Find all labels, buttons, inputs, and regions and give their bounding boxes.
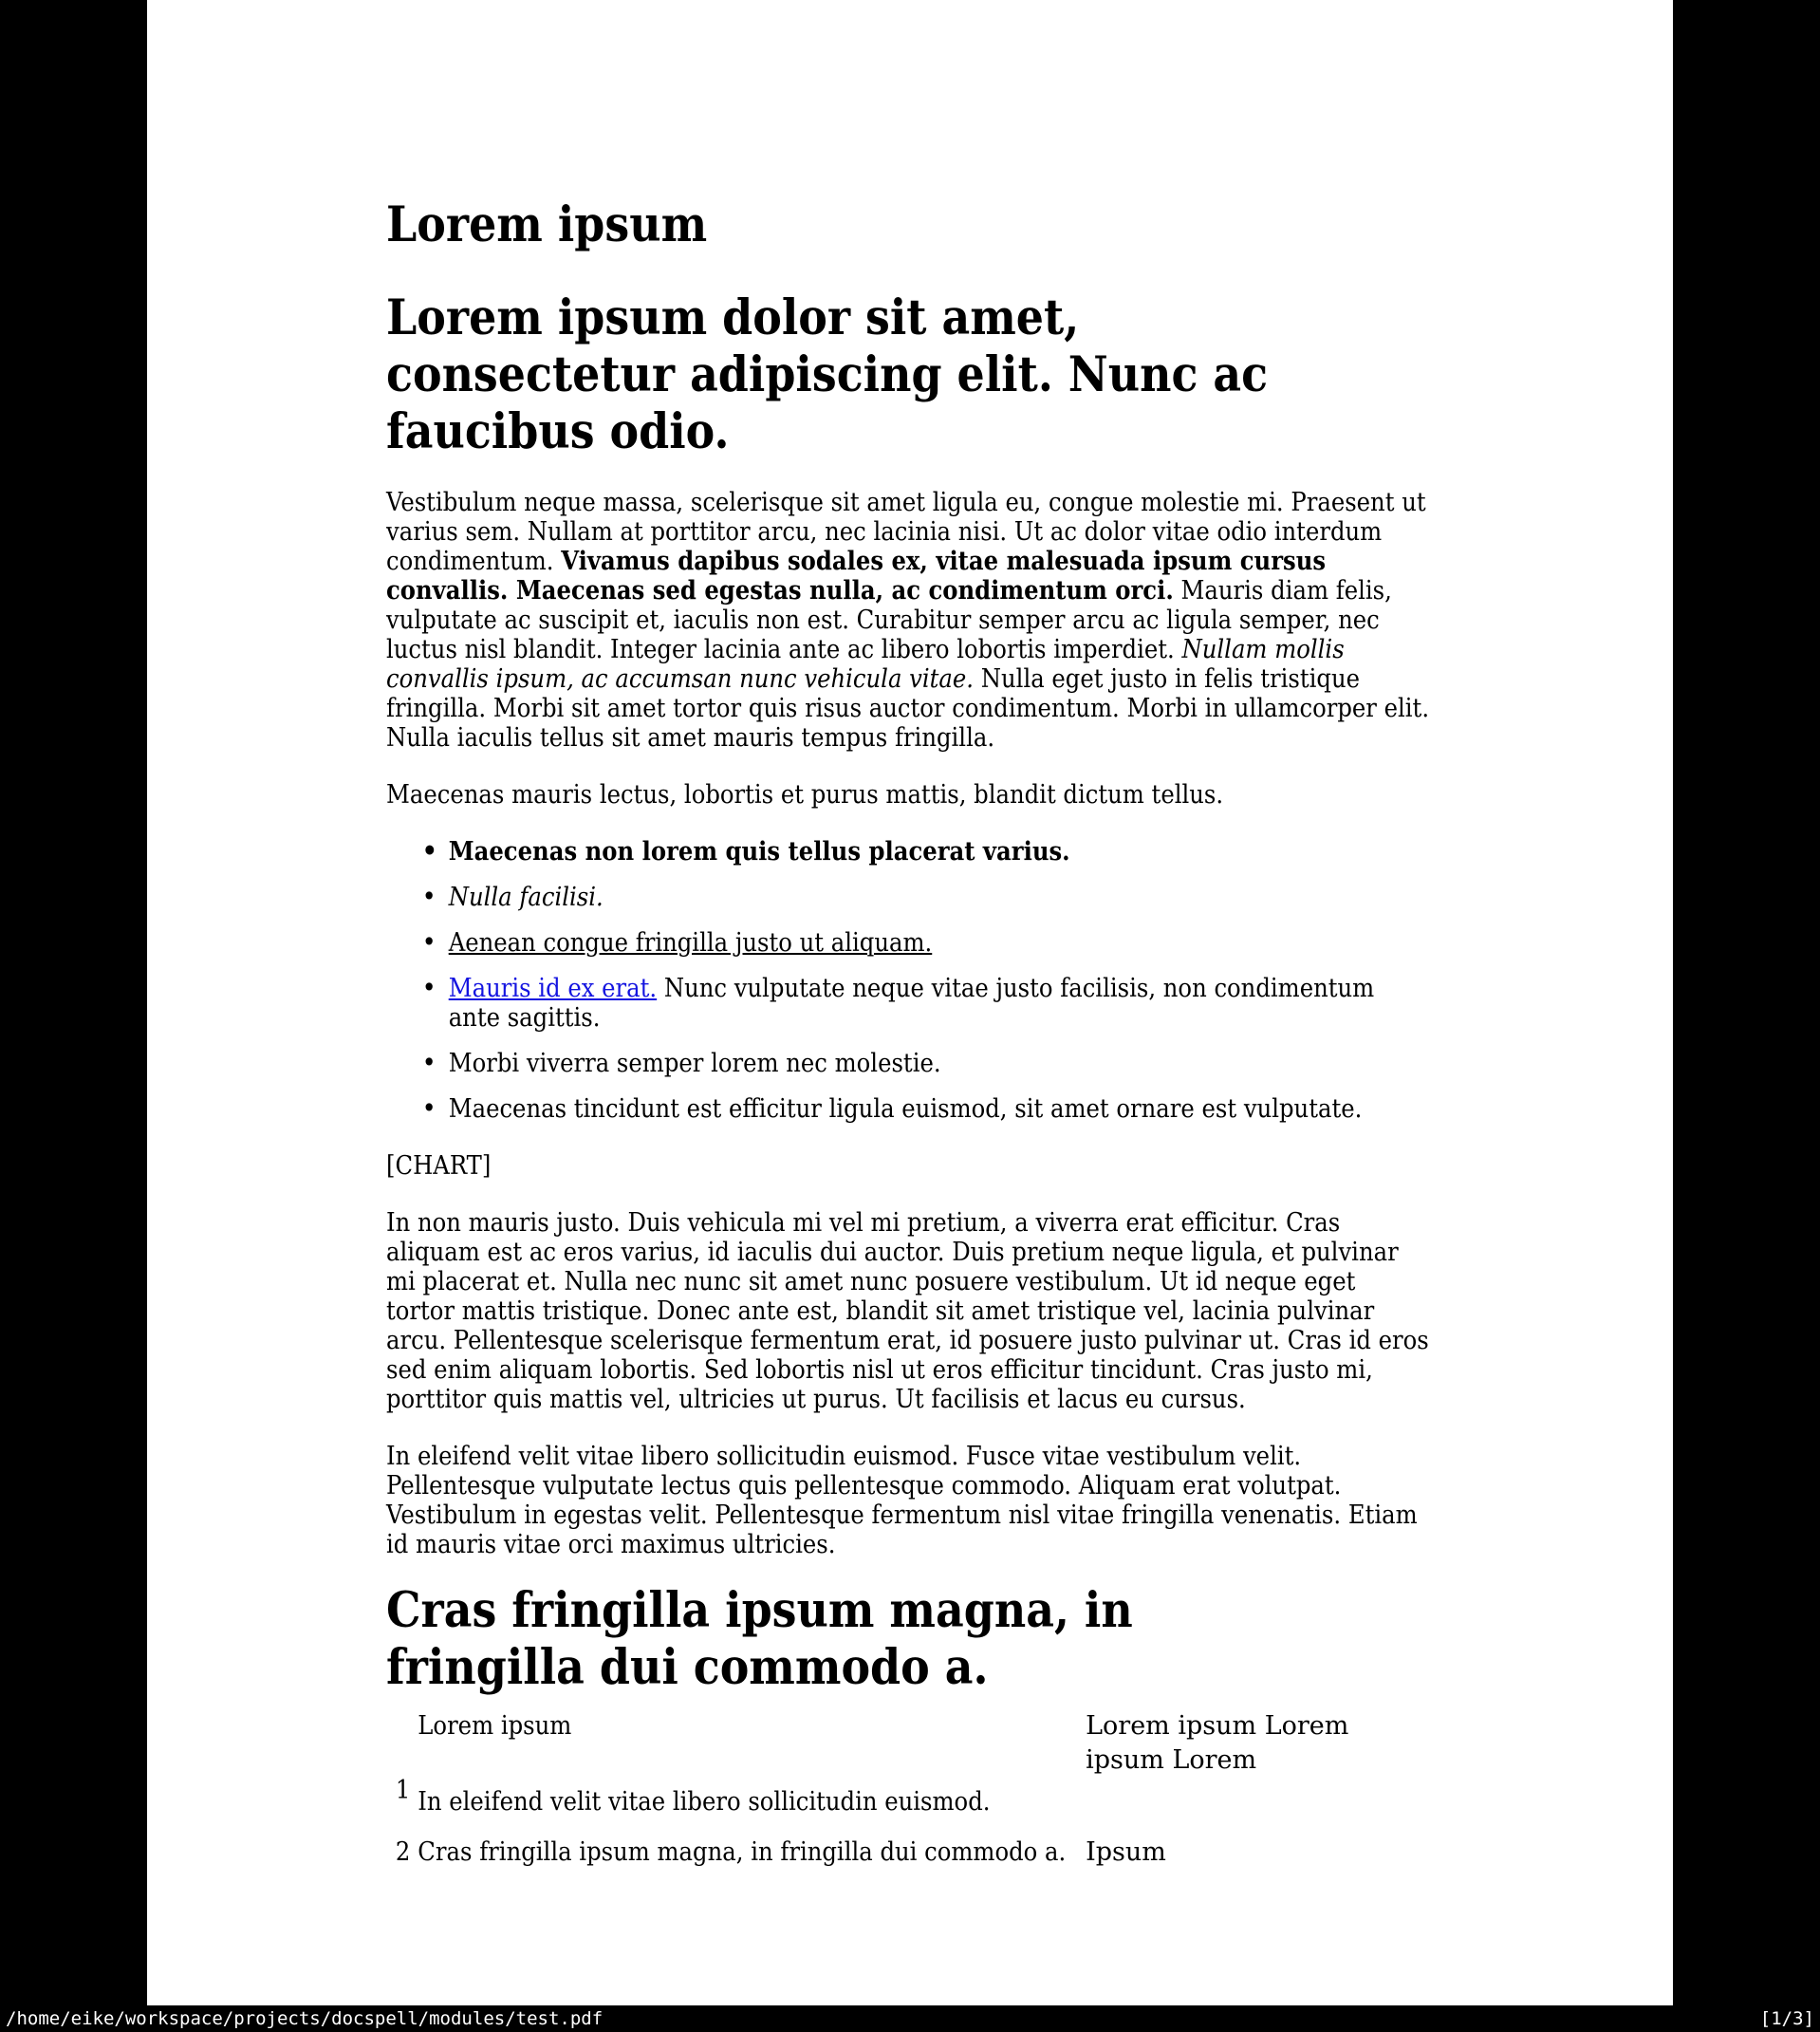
bullet-list (386, 837, 1431, 1124)
table-header-right-text: Lorem ipsum Lorem ipsum Lorem (1086, 1711, 1349, 1775)
list-item (449, 974, 1431, 1033)
paragraph-2: Maecenas mauris lectus, lobortis et purus mattis, blandit dictum tellus. (386, 780, 1224, 810)
list-item: • Morbi viverra semper lorem nec molestie. (449, 1049, 1431, 1078)
paragraph-1-text-c: Nulla eget justo in felis tristique fringilla. Morbi sit amet tortor quis risus auctor condimentum. Morbi in ullamcorper elit. Nulla iaculis tellus sit amet mauris tempus fringilla. (386, 664, 1430, 753)
table-cell-text: Cras fringilla ipsum magna, in fringilla dui commodo a. (418, 1837, 1067, 1867)
statusbar-page-indicator: [1/3] (1759, 2008, 1814, 2029)
list-item: • Aenean congue fringilla justo ut aliquam. (449, 928, 1431, 958)
list-item-text: Nunc vulputate neque vitae justo facilisis, non condimentum ante sagittis. (448, 974, 1375, 1033)
paragraph-3: In non mauris justo. Duis vehicula mi vel mi pretium, a viverra erat efficitur. Cras aliquam est ac eros varius, id iaculis dui auctor. Duis pretium neque ligula, et pulvinar mi placerat et. Nulla nec nunc sit amet nunc posuere vestibulum. Ut id neque eget tortor mattis tristique. Donec ante est, blandit sit amet tristique vel, lacinia pulvinar arcu. Pellentesque scelerisque fermentum erat, id posuere justo pulvinar ut. Cras id eros sed enim aliquam lobortis. Sed lobortis nisl ut eros efficitur tincidunt. Cras justo mi, porttitor quis mattis vel, ultricies ut purus. Ut facilisis et lacus eu cursus. (386, 1208, 1429, 1414)
table-header-right (1086, 1709, 1431, 1778)
document-title: Lorem ipsum (386, 196, 708, 253)
table-cell-right (1086, 1778, 1431, 1817)
section-heading-line-1: Cras fringilla ipsum magna, in (386, 1582, 1133, 1639)
document-table (386, 1709, 1431, 1867)
subtitle-line-2: consectetur adipiscing elit. Nunc ac (386, 346, 1269, 403)
paragraph-1-bold-run: Vivamus dapibus sodales ex, vitae malesuada ipsum cursus convallis. Maecenas sed egestas nulla, ac condimentum orci. (386, 547, 1327, 606)
paragraph-1 (386, 488, 1431, 753)
subtitle-line-3: faucibus odio. (386, 403, 730, 460)
table-cell-right-text: Ipsum (1086, 1837, 1166, 1867)
list-item: • Nulla facilisi. (449, 883, 1431, 912)
pdf-page[interactable] (147, 0, 1673, 2005)
list-item: • Maecenas non lorem quis tellus placerat varius. (449, 837, 1431, 867)
table-header-left: Lorem ipsum (418, 1711, 572, 1741)
table-cell-right (1086, 1817, 1431, 1867)
document-subtitle-heading (386, 289, 1431, 460)
section-heading-line-2: fringilla dui commodo a. (386, 1639, 989, 1696)
paragraph-1-italic-run: Nullam mollis convallis ipsum, ac accumsan nunc vehicula vitae. (386, 635, 1345, 694)
subtitle-line-1: Lorem ipsum dolor sit amet, (386, 289, 1080, 346)
chart-placeholder: [CHART] (386, 1151, 492, 1181)
statusbar-filepath: /home/eike/workspace/projects/docspell/modules/test.pdf (6, 2008, 604, 2029)
table-row-number: 2 (395, 1837, 411, 1867)
paragraph-1-text-a: Vestibulum neque massa, scelerisque sit amet ligula eu, congue molestie mi. Praesent ut varius sem. Nullam at porttitor arcu, nec lacinia nisi. Ut ac dolor vitae odio interdum condimentum. (386, 488, 1426, 576)
section-heading (386, 1582, 1431, 1696)
paragraph-4: In eleifend velit vitae libero sollicitudin euismod. Fusce vitae vestibulum velit. Pellentesque vulputate lectus quis pellentesque commodo. Aliquam erat volutpat. Vestibulum in egestas velit. Pellentesque fermentum nisl vitae fringilla venenatis. Etiam id mauris vitae orci maximus ultricies. (386, 1442, 1418, 1559)
paragraph-1-text-b: Mauris diam felis, vulputate ac suscipit et, iaculis non est. Curabitur semper arcu ac ligula semper, nec luctus nisl blandit. Integer lacinia ante ac libero lobortis imperdiet. (386, 576, 1392, 664)
table-cell-text: In eleifend velit vitae libero sollicitudin euismod. (418, 1787, 991, 1817)
table-row-number: 1 (395, 1776, 411, 1805)
list-item: • Maecenas tincidunt est efficitur ligula euismod, sit amet ornare est vulputate. (449, 1094, 1431, 1124)
document-content (386, 0, 1431, 1867)
statusbar (0, 2005, 1820, 2032)
pdf-hyperlink[interactable]: Mauris id ex erat. (448, 974, 658, 1003)
